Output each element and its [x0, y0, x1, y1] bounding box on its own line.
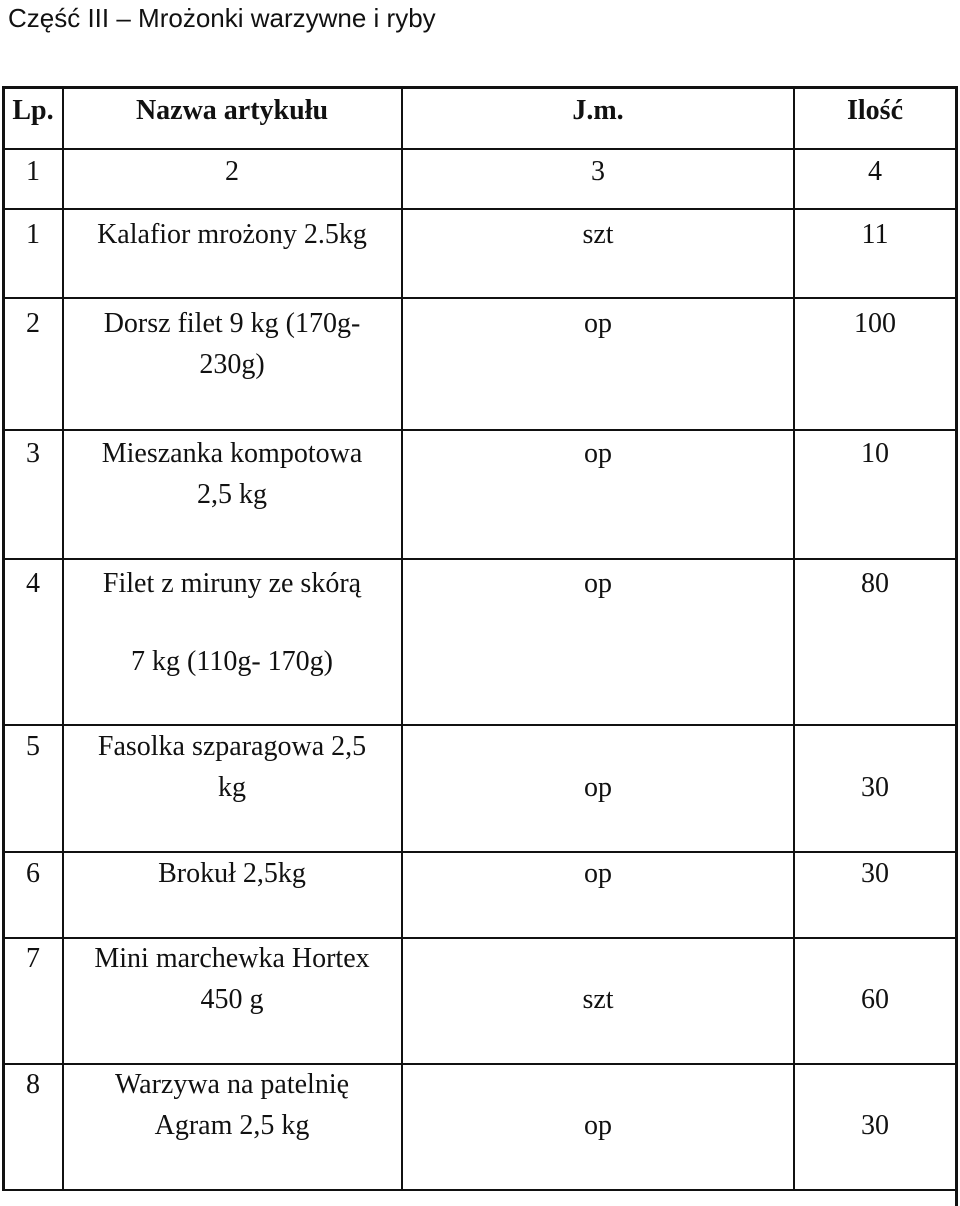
column-number: 4: [868, 156, 882, 187]
row-lp: 2: [26, 308, 40, 339]
table-rule: [2, 724, 958, 726]
row-lp: 7: [26, 943, 40, 974]
row-unit: op: [584, 772, 612, 803]
table-rule: [2, 297, 958, 299]
row-lp: 6: [26, 858, 40, 889]
row-lp: 1: [26, 219, 40, 250]
document-title: Część III – Mrożonki warzywne i ryby: [8, 3, 436, 33]
row-name: Brokuł 2,5kg: [158, 858, 306, 889]
row-lp: 4: [26, 568, 40, 599]
row-unit: op: [584, 308, 612, 339]
table-rule: [2, 851, 958, 853]
row-name: Filet z miruny ze skórą: [102, 568, 362, 599]
row-name: 2,5 kg: [197, 479, 267, 510]
row-name: 450 g: [200, 984, 264, 1015]
table-rule: [2, 1189, 958, 1191]
row-unit: op: [584, 568, 612, 599]
table-rule: [955, 86, 958, 1206]
row-qty: 80: [861, 568, 889, 599]
row-qty: 100: [854, 308, 896, 339]
table-rule: [62, 86, 64, 1191]
row-qty: 60: [861, 984, 889, 1015]
row-unit: op: [584, 1110, 612, 1141]
row-qty: 30: [861, 858, 889, 889]
table-rule: [2, 429, 958, 431]
column-number: 1: [26, 156, 40, 187]
row-lp: 3: [26, 438, 40, 469]
table-rule: [2, 148, 958, 150]
row-name: Mini marchewka Hortex: [94, 943, 370, 974]
row-name: Warzywa na patelnię: [114, 1069, 350, 1100]
row-name: Kalafior mrożony 2.5kg: [97, 219, 367, 250]
row-qty: 11: [861, 219, 889, 250]
table-rule: [2, 208, 958, 210]
row-name: 7 kg (110g- 170g): [131, 646, 333, 677]
row-unit: szt: [582, 219, 614, 250]
header-name: Nazwa artykułu: [135, 95, 329, 126]
table-rule: [2, 86, 5, 1191]
header-unit: J.m.: [572, 95, 624, 126]
row-lp: 5: [26, 731, 40, 762]
row-qty: 30: [861, 772, 889, 803]
row-unit: op: [584, 858, 612, 889]
row-name: Fasolka szparagowa 2,5: [97, 731, 367, 762]
row-qty: 30: [861, 1110, 889, 1141]
table-rule: [2, 86, 958, 89]
row-unit: szt: [582, 984, 614, 1015]
header-qty: Ilość: [847, 95, 903, 126]
header-lp: Lp.: [12, 95, 54, 126]
row-name: kg: [218, 772, 246, 803]
row-qty: 10: [861, 438, 889, 469]
row-name: Agram 2,5 kg: [154, 1110, 310, 1141]
row-lp: 8: [26, 1069, 40, 1100]
row-name: 230g): [199, 349, 265, 380]
row-unit: op: [584, 438, 612, 469]
table-rule: [2, 558, 958, 560]
column-number: 3: [591, 156, 605, 187]
table-rule: [793, 86, 795, 1191]
table-rule: [401, 86, 403, 1191]
column-number: 2: [225, 156, 239, 187]
row-name: Mieszanka kompotowa: [101, 438, 363, 469]
row-name: Dorsz filet 9 kg (170g-: [103, 308, 361, 339]
